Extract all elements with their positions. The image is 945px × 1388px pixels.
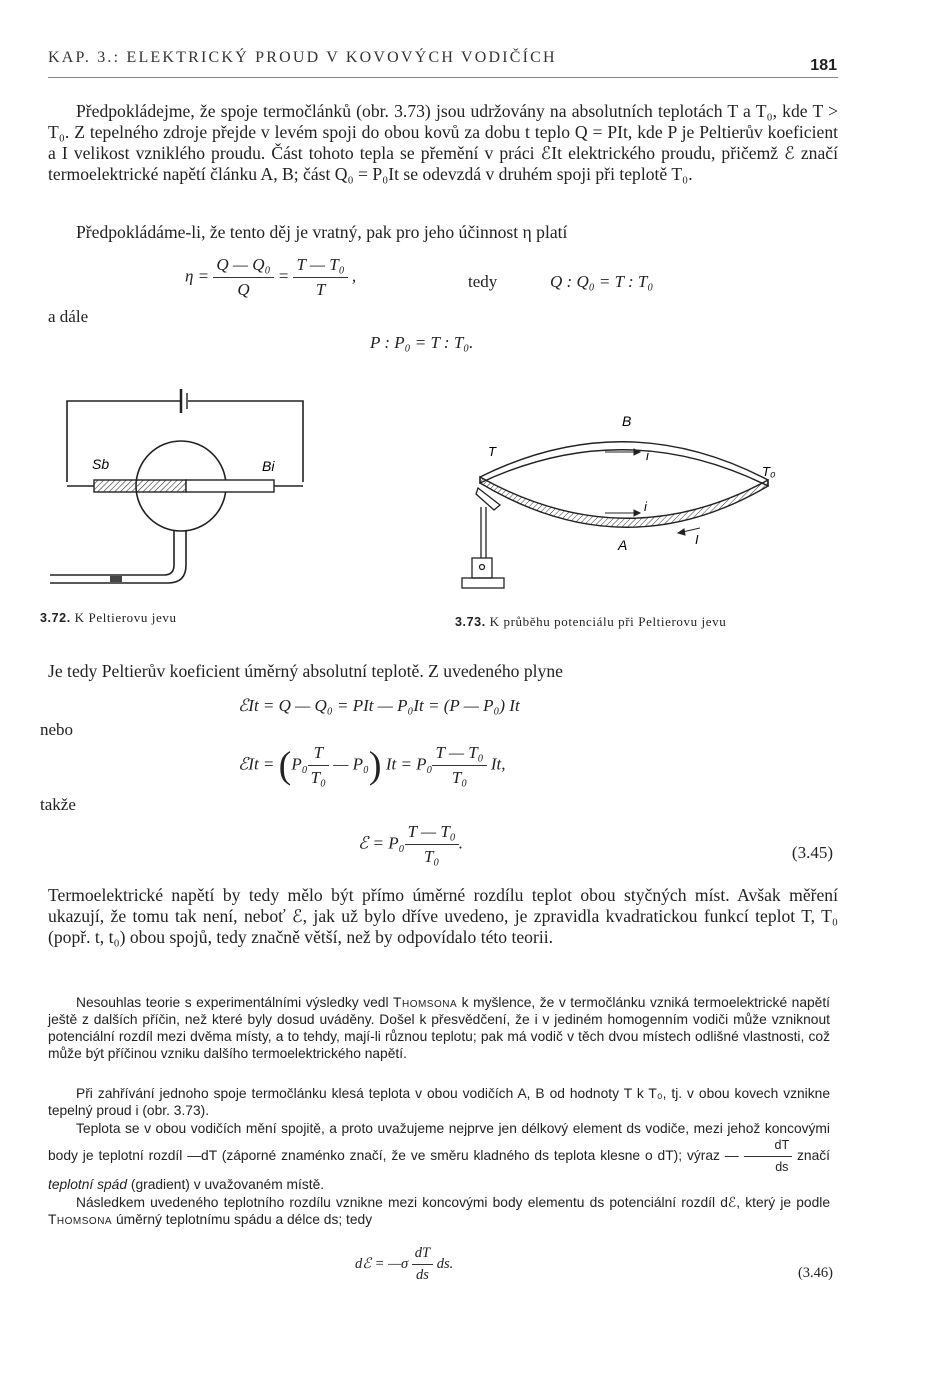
word-a-dale: a dále <box>48 307 89 326</box>
fraction-numerator: dT <box>774 1138 790 1152</box>
eq2-mid: It = P₀ <box>381 754 433 774</box>
page-number: 181 <box>810 57 837 74</box>
caption-fig-3-73 <box>455 614 726 630</box>
fraction-dt-ds <box>744 1137 793 1176</box>
word-nebo: nebo <box>40 720 74 739</box>
paragraph-intro: Předpokládejme, že spoje termočlánků (obr. 3.73) jsou udržovány na absolutních teplotách T a T₀, kde T > T₀. Z tepelného zdroje přejde v levém spoji do obou kovů za dobu t teplo Q = PIt, kde P je Peltierův koeficient a I velikost vzniklého proudu. Část tohoto tepla se přemění v práci ℰIt elektrického proudu, přičemž ℰ značí termoelektrické napětí článku A, B; část Q₀ = P₀It se odevzdá v druhém spoji při teplotě T₀. <box>48 101 838 184</box>
equation-heat-ratio: Q : Q₀ = T : T₀ <box>550 272 654 291</box>
text-run: Nesouhlas teorie s experimentálními výsledky vedl <box>76 995 394 1010</box>
equation-emf-expanded <box>238 743 506 788</box>
paren-open: ( <box>278 744 292 787</box>
fraction-t <box>293 255 347 300</box>
figure-potential-thermocouple <box>450 410 800 600</box>
eq2-minus-p0: — P₀ <box>328 754 369 774</box>
paragraph-reversible: Předpokládáme-li, že tento děj je vratný, pak pro jeho účinnost η platí <box>76 222 568 242</box>
fraction-dt-t0 <box>405 822 459 867</box>
caption-text: K Peltierovu jevu <box>74 610 177 625</box>
name-thomson: Thomsona <box>393 995 458 1010</box>
capillary-tube-outer <box>50 530 174 575</box>
eq-eta-equals: = <box>277 266 290 286</box>
label-b: B <box>622 413 632 429</box>
word-tedy: tedy <box>468 272 498 291</box>
smallprint-gradient <box>48 1120 830 1193</box>
eq2-lhs: ℰIt = <box>238 754 279 774</box>
label-t: T <box>488 444 496 459</box>
fraction-numerator: T — T₀ <box>296 255 345 274</box>
eq3-tail: . <box>458 833 463 853</box>
label-t0: T₀ <box>762 464 776 479</box>
caption-number: 3.72. <box>40 611 71 625</box>
fraction-denominator: T₀ <box>308 765 329 788</box>
eq3-lhs: ℰ = P₀ <box>358 833 405 853</box>
text-run: Následkem uvedeného teplotního rozdílu vznikne mezi koncovými body elementu ds potenciální rozdíl dℰ, který je podle <box>76 1195 830 1210</box>
paragraph-proportional: Je tedy Peltierův koeficient úměrný absolutní teplotě. Z uvedeného plyne <box>48 661 563 681</box>
text-run: (gradient) v uvažovaném místě. <box>127 1177 325 1192</box>
chapter-header: KAP. 3.: ELEKTRICKÝ PROUD V KOVOVÝCH VODIČÍCH <box>48 49 557 66</box>
battery-symbol <box>181 389 187 413</box>
label-current: I <box>695 532 699 547</box>
paragraph-measurements: Termoelektrické napětí by tedy mělo být přímo úměrné rozdílu teplot obou styčných míst. Avšak měření ukazují, že tomu tak není, neboť ℰ, jak už bylo dříve uvedeno, je zpravidla kvadratickou funkcí teplot T, T₀ (popř. t, t₀) obou spojů, tedy značně větší, než by odpovídalo této teorii. <box>48 885 838 947</box>
fraction-denominator: ds <box>744 1156 793 1176</box>
fraction-numerator: T <box>313 743 324 762</box>
eq2-p0: P₀ <box>291 754 308 774</box>
label-i-lower: i <box>644 499 647 514</box>
text-run: úměrný teplotnímu spádu a délce ds; tedy <box>112 1212 373 1227</box>
smallprint-thomson-idea <box>48 994 830 1062</box>
fraction-numerator: T — T₀ <box>407 822 456 841</box>
fraction-denominator: Q <box>213 277 273 300</box>
equation-number-3-46: (3.46) <box>797 1265 833 1281</box>
text-run: k myšlence, že v termočlánku vzniká termoelektrické napětí ještě z dalších příčin, než které byly dosud uváděny. Došel k přesvědčení, že i v jediném homogenním vodiči může vzniknout potenciální rozdíl mezi dvěma místy, a to tehdy, mají-li různou teplotu; pak má vodič v těch dvou místech odlišné vlastnosti, což může být příčinou vzniku dalšího termoelektrického napětí. <box>48 995 831 1061</box>
word-takze: takže <box>40 795 76 814</box>
fraction-t-t0 <box>308 743 329 788</box>
figure-peltier-apparatus <box>40 385 320 595</box>
smallprint-heating: Při zahřívání jednoho spoje termočlánku klesá teplota v obou vodičích A, B od hodnoty T k T₀, tj. v obou kovech vznikne tepelný proud i (obr. 3.73). <box>48 1086 830 1118</box>
label-i-upper: i <box>646 448 649 463</box>
arrow-current-head <box>678 529 685 535</box>
fraction-denominator: T <box>293 277 347 300</box>
equation-thomson <box>355 1245 453 1284</box>
equation-efficiency <box>185 255 356 300</box>
caption-text: K průběhu potenciálu při Peltierovu jevu <box>489 614 727 629</box>
label-a: A <box>618 537 628 553</box>
equation-peltier-ratio: P : P₀ = T : T₀. <box>370 333 474 352</box>
fraction-denominator: T₀ <box>432 765 486 788</box>
eq-eta-comma: , <box>351 266 357 286</box>
smallprint-potential-difference <box>48 1194 830 1228</box>
label-sb: Sb <box>92 456 110 472</box>
fraction-dt-ds <box>412 1245 433 1284</box>
paren-close: ) <box>368 744 382 787</box>
eq-thomson-lhs: dℰ = —σ <box>355 1255 412 1272</box>
conductor-b <box>480 442 768 486</box>
eq2-tail: It, <box>486 754 506 774</box>
fraction-denominator: T₀ <box>405 844 459 867</box>
conductor-a <box>480 477 768 527</box>
fraction-numerator: dT <box>414 1245 431 1261</box>
label-bi: Bi <box>262 458 275 474</box>
caption-number: 3.73. <box>455 615 486 629</box>
circuit-wire-right <box>188 401 303 482</box>
fraction-q <box>213 255 273 300</box>
equation-number-3-45: (3.45) <box>791 843 833 862</box>
fraction-numerator: Q — Q₀ <box>216 255 271 274</box>
caption-fig-3-72 <box>40 610 177 626</box>
text-run: Teplota se v obou vodičích mění spojitě, a proto uvažujeme nejprve jen délkový element ds vodiče, mezi jehož koncovými body je teplotní rozdíl —dT (záporné znaménko značí, že ve směru kladného ds teplota klesne o dT); výraz — <box>48 1121 830 1164</box>
text-run: značí <box>792 1148 830 1164</box>
equation-emf-result <box>358 822 463 867</box>
fraction-numerator: T — T₀ <box>435 743 484 762</box>
antimony-rod <box>94 480 186 492</box>
fraction-denominator: ds <box>412 1264 433 1284</box>
name-thomson: Thomsona <box>48 1212 113 1227</box>
eq-thomson-tail: ds. <box>433 1255 454 1272</box>
eq-eta-lhs: η = <box>185 266 210 286</box>
heater-stand <box>462 488 504 588</box>
bismuth-rod <box>186 480 274 492</box>
header-rule <box>48 77 838 78</box>
liquid-index <box>110 576 122 582</box>
circuit-wire-left <box>67 401 180 482</box>
term-temperature-gradient: teplotní spád <box>48 1177 128 1192</box>
equation-emf-work: ℰIt = Q — Q₀ = PIt — P₀It = (P — P₀) It <box>238 696 520 715</box>
arrow-i-lower-head <box>634 510 640 516</box>
fraction-dt-t0 <box>432 743 486 788</box>
